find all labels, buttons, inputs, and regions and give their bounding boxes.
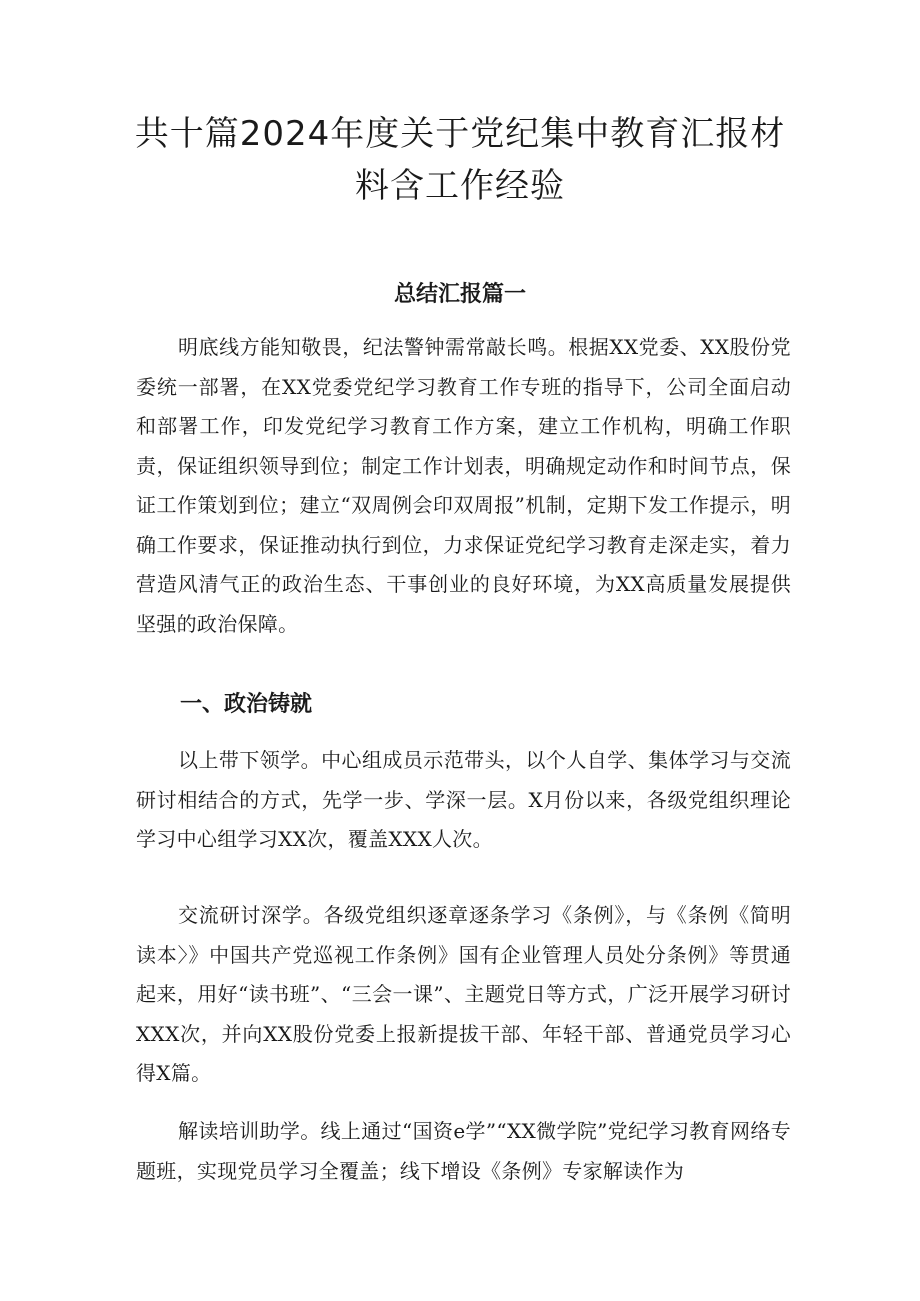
body-paragraph-2: 以上带下领学。中心组成员示范带头，以个人自学、集体学习与交流研讨相结合的方式，先学一步、学深一层。X月份以来，各级党组织理论学习中心组学习XX次，覆盖XXX人次。 (136, 748, 791, 851)
body-paragraph-1: 明底线方能知敬畏，纪法警钟需常敲长鸣。根据XX党委、XX股份党委统一部署，在XX党委党纪学习教育工作专班的指导下，公司全面启动和部署工作，印发党纪学习教育工作方案，建立工作机构，明确工作职责，保证组织领导到位；制定工作计划表，明确规定动作和时间节点，保证工作策划到位；建立“双周例会印双周报”机制，定期下发工作提示，明确工作要求，保证推动执行到位，力求保证党纪学习教育走深走实，着力营造风清气正的政治生态、干事创业的良好环境，为XX高质量发展提供坚强的政治保障。 (136, 335, 791, 636)
body-paragraph-4: 解读培训助学。线上通过“国资e学”“XX微学院”党纪学习教育网络专题班，实现党员学习全覆盖；线下增设《条例》专家解读作为 (136, 1119, 791, 1183)
body-paragraph-3: 交流研讨深学。各级党组织逐章逐条学习《条例》，与《条例《简明读本〉》中国共产党巡视工作条例》国有企业管理人员处分条例》等贯通起来，用好“读书班”、“三会一课”、主题党日等方式，广泛开展学习研讨XXX次，并向XX股份党委上报新提拔干部、年轻干部、普通党员学习心得X篇。 (136, 903, 791, 1085)
document-title: 共十篇2024年度关于党纪集中教育汇报材料含工作经验 (134, 114, 786, 206)
section-heading-1: 一、政治铸就 (180, 692, 313, 717)
section-title: 总结汇报篇一 (393, 282, 526, 307)
